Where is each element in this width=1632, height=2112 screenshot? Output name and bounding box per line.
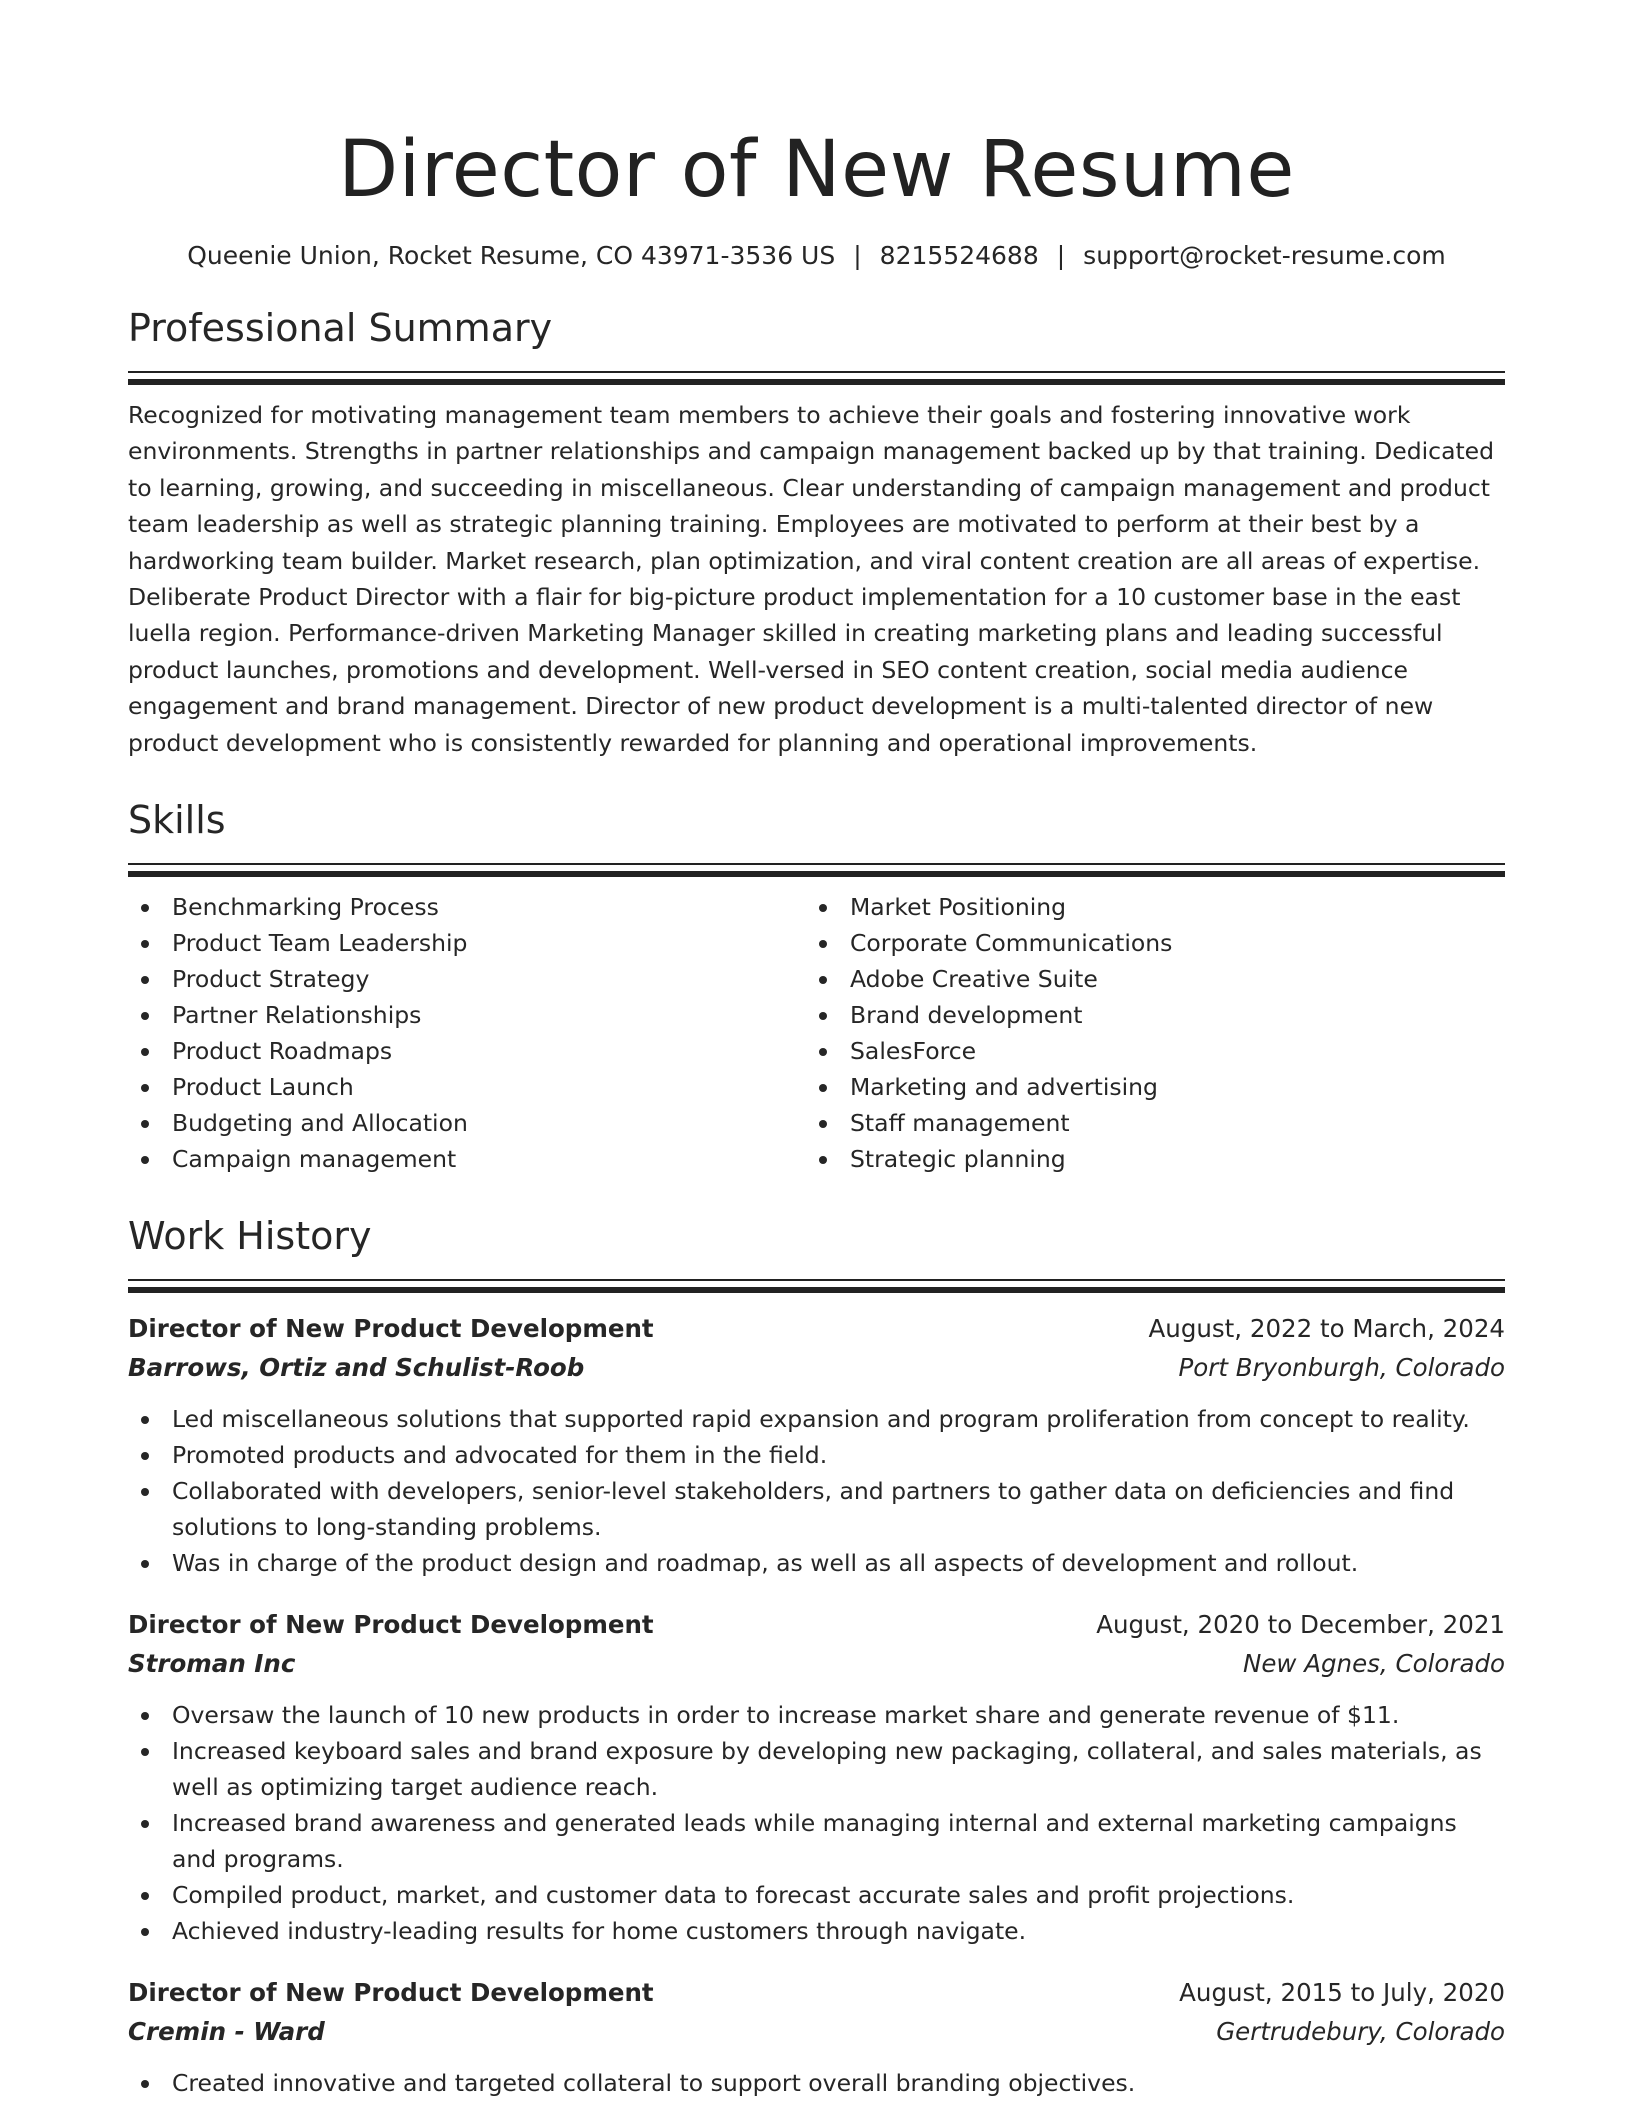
job-title: Director of New Product Development — [128, 1610, 654, 1640]
duty-item: Led miscellaneous solutions that supported rapid expansion and program proliferation from concept to reality. — [128, 1401, 1505, 1437]
job-title: Director of New Product Development — [128, 1978, 654, 2008]
work-history-section — [128, 1211, 1505, 2101]
skills-columns — [128, 889, 1505, 1177]
skill-item: Corporate Communications — [806, 925, 1484, 961]
duty-item: Oversaw the launch of 10 new products in order to increase market share and generate revenue of $11. — [128, 1697, 1505, 1733]
skills-section — [128, 795, 1505, 1177]
job-company: Cremin - Ward — [128, 2017, 325, 2047]
job-subheader — [128, 2012, 1505, 2051]
duty-item: Was in charge of the product design and roadmap, as well as all aspects of development and rollout. — [128, 1545, 1505, 1581]
skill-item: Strategic planning — [806, 1141, 1484, 1177]
contact-line — [128, 238, 1505, 274]
job-dates: August, 2020 to December, 2021 — [1096, 1610, 1505, 1640]
skill-item: Marketing and advertising — [806, 1069, 1484, 1105]
job-entry — [128, 1309, 1505, 1581]
duty-item: Collaborated with developers, senior-level stakeholders, and partners to gather data on deficiencies and find solutions to long-standing problems. — [128, 1473, 1505, 1545]
skill-item: Market Positioning — [806, 889, 1484, 925]
job-entry — [128, 1973, 1505, 2101]
skill-item: Staff management — [806, 1105, 1484, 1141]
section-divider — [128, 371, 1505, 385]
skill-item: Budgeting and Allocation — [128, 1105, 806, 1141]
skills-list-left — [128, 889, 806, 1177]
skill-item: Partner Relationships — [128, 997, 806, 1033]
contact-address: Queenie Union, Rocket Resume, CO 43971-3536 US — [187, 241, 836, 270]
duty-item: Increased keyboard sales and brand exposure by developing new packaging, collateral, and sales materials, as well as optimizing target audience reach. — [128, 1733, 1505, 1805]
resume-name: Director of New Resume — [338, 125, 1295, 215]
duty-item: Achieved industry-leading results for home customers through navigate. — [128, 1913, 1505, 1949]
section-divider — [128, 863, 1505, 877]
skill-item: Product Launch — [128, 1069, 806, 1105]
section-title-skills: Skills — [128, 798, 226, 843]
job-duties — [128, 1697, 1505, 1949]
skill-item: Campaign management — [128, 1141, 806, 1177]
job-dates: August, 2022 to March, 2024 — [1148, 1314, 1505, 1344]
job-duties — [128, 1401, 1505, 1581]
job-dates: August, 2015 to July, 2020 — [1179, 1978, 1505, 2008]
job-header — [128, 1309, 1505, 1348]
job-header — [128, 1605, 1505, 1644]
skill-item: Brand development — [806, 997, 1484, 1033]
job-title: Director of New Product Development — [128, 1314, 654, 1344]
job-location: Gertrudebury, Colorado — [1216, 2017, 1505, 2047]
contact-separator: | — [1056, 241, 1066, 270]
section-divider — [128, 1279, 1505, 1293]
summary-text: Recognized for motivating management team members to achieve their goals and fostering innovative work environments. Strengths in partner relationships and campaign management backed up by that training. Dedicated to learning, growing, and succeeding in miscellaneous. Clear understanding of campaign management and product team leadership as well as strategic planning training. Employees are motivated to perform at their best by a hardworking team builder. Market research, plan optimization, and viral content creation are all areas of expertise. Deliberate Product Director with a flair for big-picture product implementation for a 10 customer base in the east luella region. Performance-driven Marketing Manager skilled in creating marketing plans and leading successful product launches, promotions and development. Well-versed in SEO content creation, social media audience engagement and brand management. Director of new product development is a multi-talented director of new product development who is consistently rewarded for planning and operational improvements. — [128, 401, 1495, 757]
section-title-work: Work History — [128, 1214, 372, 1259]
job-company: Stroman Inc — [128, 1649, 296, 1679]
summary-section — [128, 303, 1505, 761]
skills-list-right — [806, 889, 1484, 1177]
skill-item: Product Strategy — [128, 961, 806, 997]
contact-separator: | — [853, 241, 862, 270]
job-header — [128, 1973, 1505, 2012]
job-location: Port Bryonburgh, Colorado — [1178, 1353, 1505, 1383]
duty-item: Compiled product, market, and customer data to forecast accurate sales and profit projections. — [128, 1877, 1505, 1913]
job-subheader — [128, 1348, 1505, 1387]
job-location: New Agnes, Colorado — [1243, 1649, 1505, 1679]
contact-phone: 8215524688 — [879, 241, 1039, 270]
duty-item: Increased brand awareness and generated leads while managing internal and external marketing campaigns and programs. — [128, 1805, 1505, 1877]
skill-item: SalesForce — [806, 1033, 1484, 1069]
skill-item: Benchmarking Process — [128, 889, 806, 925]
job-entry — [128, 1605, 1505, 1949]
job-company: Barrows, Ortiz and Schulist-Roob — [128, 1353, 585, 1383]
job-subheader — [128, 1644, 1505, 1683]
contact-email: support@rocket-resume.com — [1083, 241, 1446, 270]
skill-item: Product Roadmaps — [128, 1033, 806, 1069]
skill-item: Adobe Creative Suite — [806, 961, 1484, 997]
section-title-summary: Professional Summary — [128, 306, 553, 350]
duty-item: Created innovative and targeted collateral to support overall branding objectives. — [128, 2065, 1505, 2101]
skill-item: Product Team Leadership — [128, 925, 806, 961]
duty-item: Promoted products and advocated for them in the field. — [128, 1437, 1505, 1473]
job-duties — [128, 2065, 1505, 2101]
